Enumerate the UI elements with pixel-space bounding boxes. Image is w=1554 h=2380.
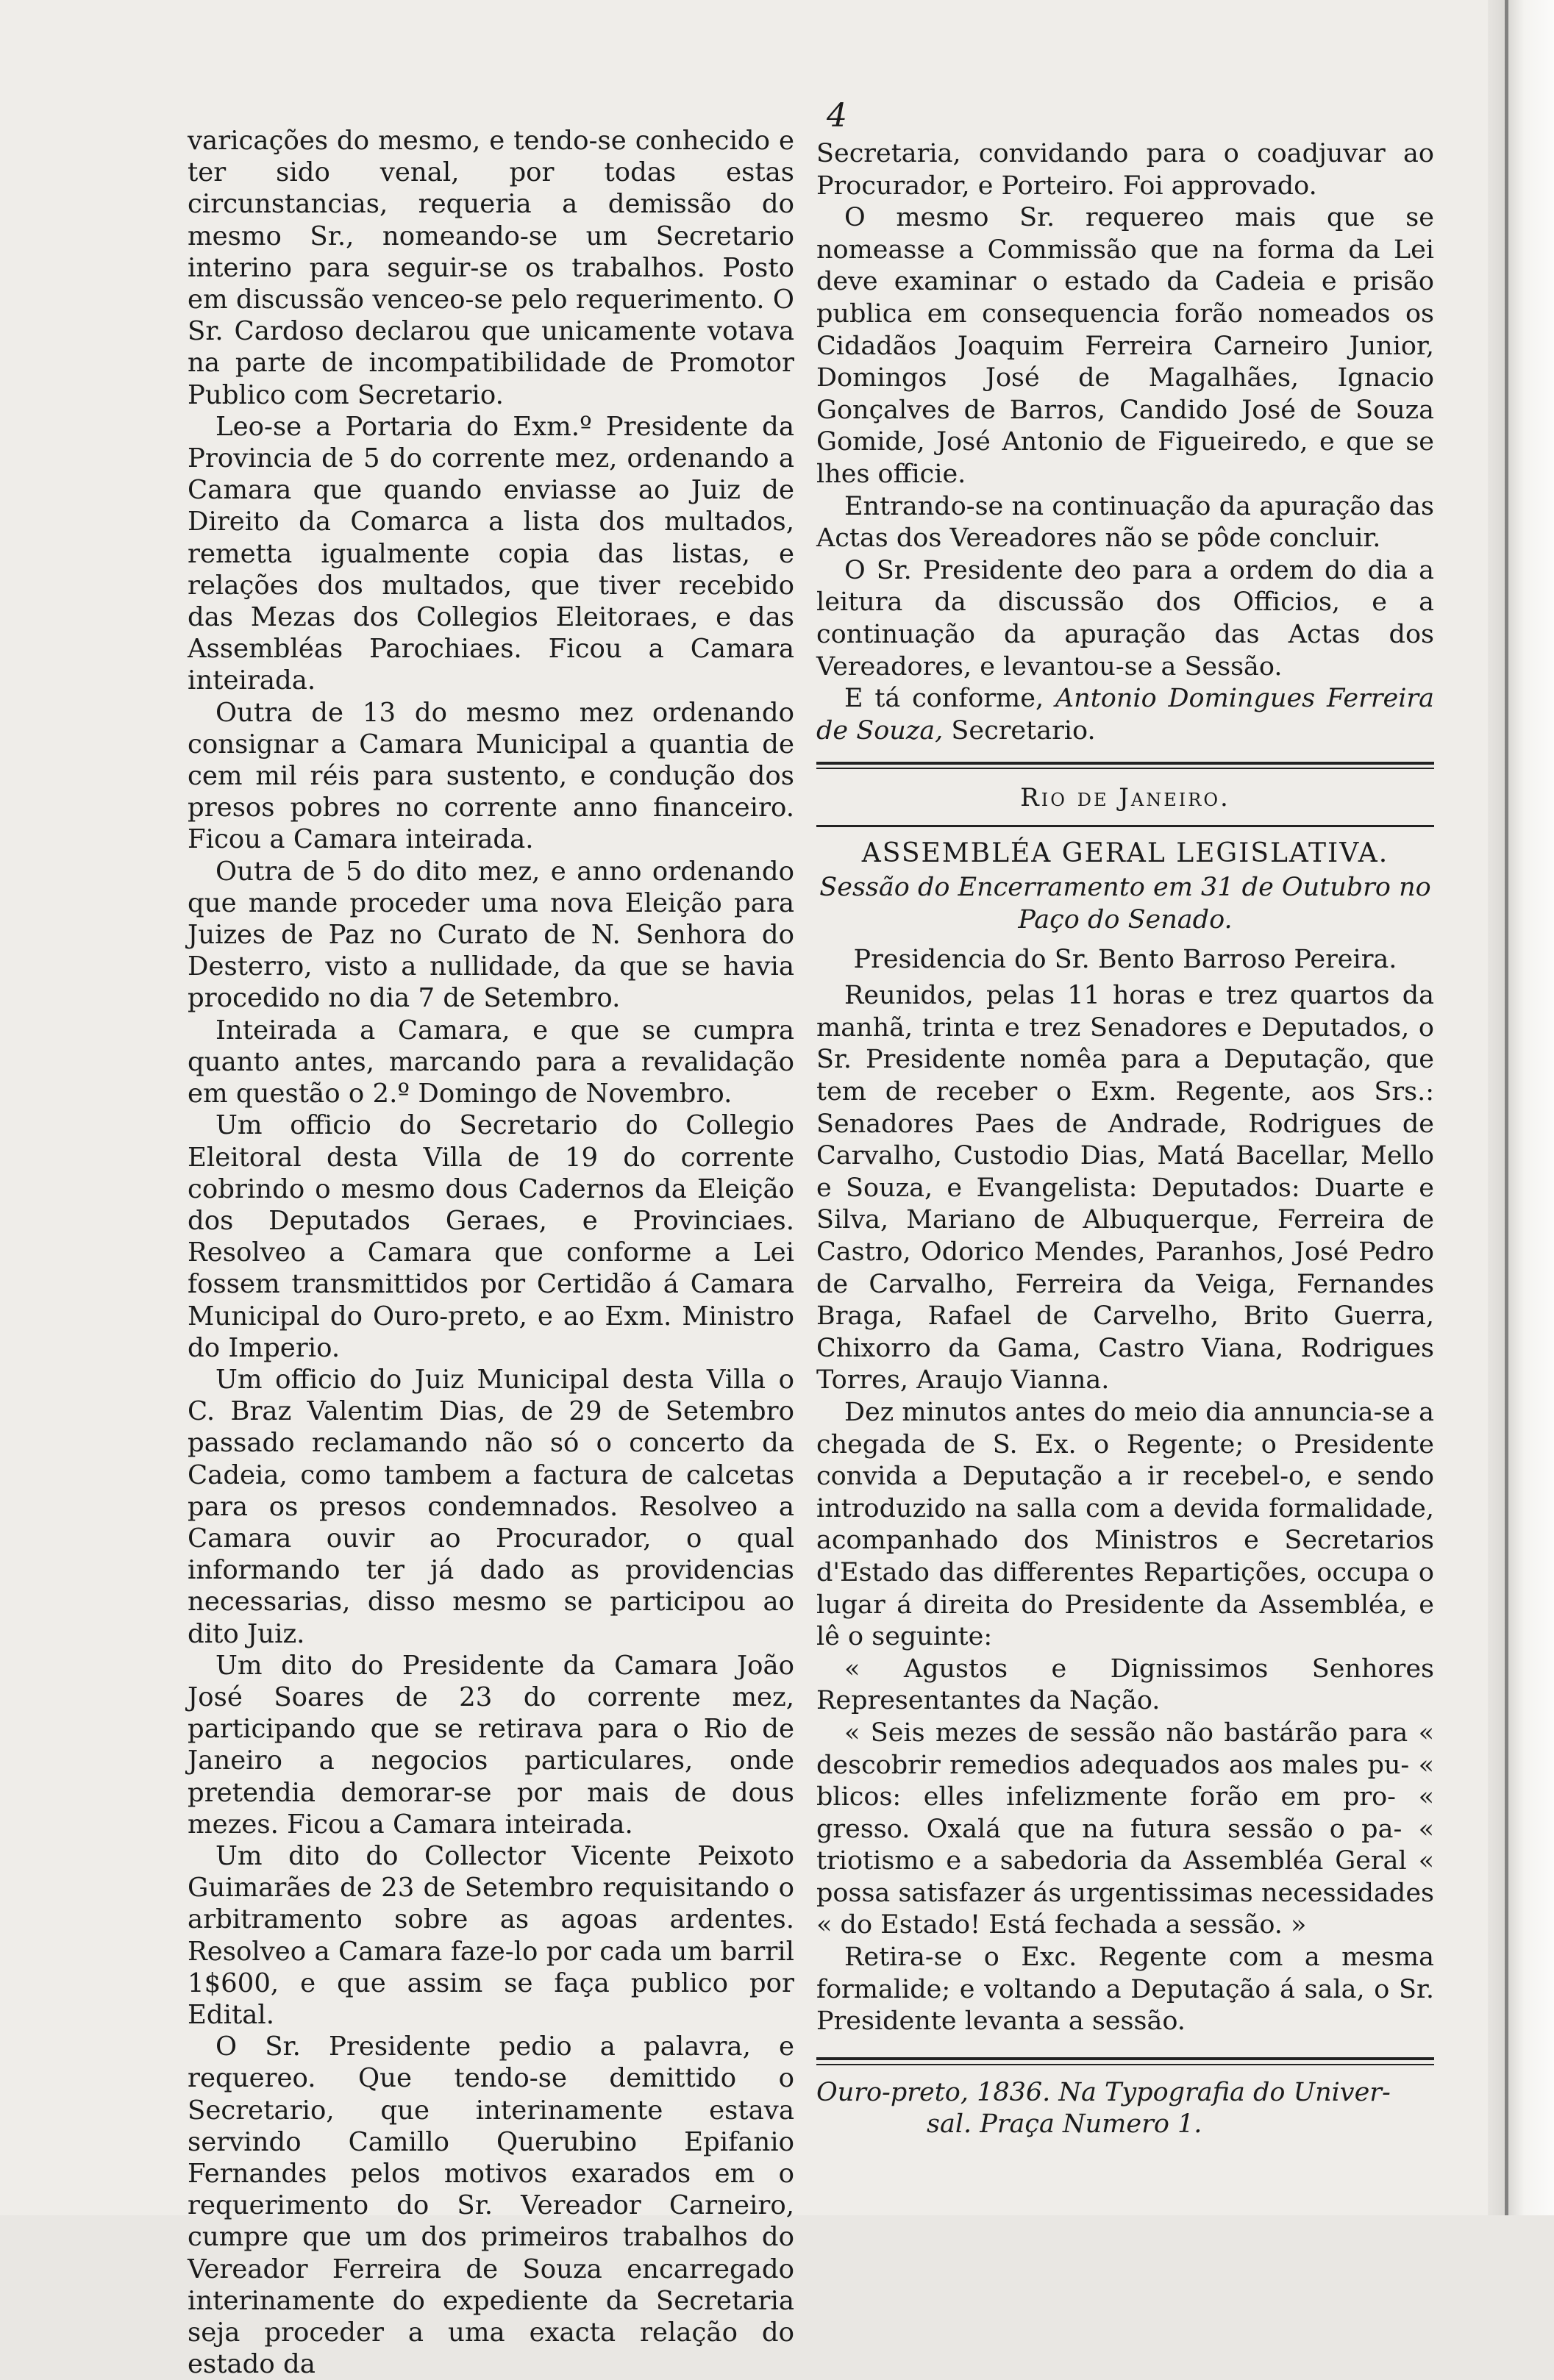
paragraph: Um dito do Collector Vicente Peixoto Guimarães de 23 de Setembro requisitando o arbitramento sobre as agoas ardentes. Resolveo a Camara faze-lo por cada um barril 1$600, e que assim se faça publico por Edital. <box>188 1840 794 2030</box>
paragraph: O mesmo Sr. requereo mais que se nomeasse a Commissão que na forma da Lei deve examinar o estado da Cadeia e prisão publica em consequencia forão nomeados os Cidadãos Joaquim Ferreira Carneiro Junior, Domingos José de Magalhães, Ignacio Gonçalves de Barros, Candido José de Souza Gomide, José Antonio de Figueiredo, e que se lhes officie. <box>816 203 1434 489</box>
paragraph: varicações do mesmo, e tendo-se conhecido e ter sido venal, por todas estas circunstancias, requeria a demissão do mesmo Sr., nomeando-se um Secretario interino para seguir-se os trabalhos. Posto em discussão venceo-se pelo requerimento. O Sr. Cardoso declarou que unicamente votava na parte de incompatibilidade de Promotor Publico com Secretario. <box>188 126 794 410</box>
paragraph: O Sr. Presidente deo para a ordem do dia a leitura da discussão dos Officios, e a continuação da apuração das Actas dos Vereadores, e levantou-se a Sessão. <box>816 555 1434 682</box>
paragraph: Outra de 13 do mesmo mez ordenando consignar a Camara Municipal a quantia de cem mil réis para sustento, e condução dos presos pobres no corrente anno financeiro. Ficou a Camara inteirada. <box>188 697 794 855</box>
paragraph: Um officio do Secretario do Collegio Eleitoral desta Villa de 19 do corrente cobrindo o mesmo dous Cadernos da Eleição dos Deputados Geraes, e Provinciaes. Resolveo a Camara que conforme a Lei fossem transmittidos por Certidão á Camara Municipal do Ouro-preto, e ao Exm. Ministro do Imperio. <box>188 1110 794 1363</box>
speech-heading: « Agustos e Dignissimos Senhores Representantes da Nação. <box>816 1654 1434 1716</box>
paragraph: Inteirada a Camara, e que se cumpra quanto antes, marcando para a revalidação em questão o 2.º Domingo de Novembro. <box>188 1015 794 1109</box>
assembly-title: ASSEMBLÉA GERAL LEGISLATIVA. <box>861 837 1389 868</box>
paragraph: O Sr. Presidente pedio a palavra, e requereo. Que tendo-se demittido o Secretario, que interinamente estava servindo Camillo Querubino Epifanio Fernandes pelos motivos exarados em o requerimento do Sr. Vereador Carneiro, cumpre que um dos primeiros trabalhos do Vereador Ferreira de Souza encarregado interinamente do expediente da Secretaria seja proceder a uma exacta relação do estado da <box>188 2031 794 2380</box>
footer-divider <box>816 2057 1434 2065</box>
paragraph: Um officio do Juiz Municipal desta Villa o C. Braz Valentim Dias, de 29 de Setembro passado reclamando não só o concerto da Cadeia, como tambem a factura de calcetas para os presos condemnados. Resolveo a Camara ouvir ao Procurador, o qual informando ter já dado as providencias necessarias, disso mesmo se participou ao dito Juiz. <box>188 1364 794 1649</box>
right-column <box>816 138 1434 2141</box>
page-edge-line <box>1505 0 1508 2215</box>
paragraph: Secretaria, convidando para o coadjuvar ao Procurador, e Porteiro. Foi approvado. <box>816 139 1434 201</box>
imprint-line: sal. Praça Numero 1. <box>927 2109 1202 2140</box>
session-title: Sessão do Encerramento em 31 de Outubro no Paço do Senado. <box>819 873 1431 935</box>
page-edge-shadow <box>1488 0 1554 2215</box>
paragraph: Outra de 5 do dito mez, e anno ordenando que mande proceder uma nova Eleição para Juizes de Paz no Curato de N. Senhora do Desterro, visto a nullidade, da que se havia procedido no dia 7 de Setembro. <box>188 856 794 1014</box>
paragraph: Entrando-se na continuação da apuração das Actas dos Vereadores não se pôde concluir. <box>816 491 1434 554</box>
section-divider <box>816 762 1434 769</box>
paragraph: Um dito do Presidente da Camara João José Soares de 23 do corrente mez, participando que se retirava para o Rio de Janeiro a negocios particulares, onde pretendia demorar-se por mais de dous mezes. Ficou a Camara inteirada. <box>188 1650 794 1840</box>
imprint <box>816 2077 1434 2141</box>
section-divider-thin <box>816 825 1434 827</box>
signature-prefix: E tá conforme, <box>844 684 1044 714</box>
paragraph: Reunidos, pelas 11 horas e trez quartos da manhã, trinta e trez Senadores e Deputados, o Sr. Presidente nomêa para a Deputação, que tem de receber o Exm. Regente, aos Srs.: Senadores Paes de Andrade, Rodrigues de Carvalho, Custodio Dias, Matá Bacellar, Mello e Souza, e Evangelista: Deputados: Duarte e Silva, Mariano de Albuquerque, Ferreira de Castro, Odorico Mendes, Paranhos, José Pedro de Carvalho, Ferreira da Veiga, Fernandes Braga, Rafael de Carvelho, Brito Guerra, Chixorro da Gama, Castro Viana, Rodrigues Torres, Araujo Vianna. <box>816 981 1434 1396</box>
paragraph: Leo-se a Portaria do Exm.º Presidente da Provincia de 5 do corrente mez, ordenando a Camara que quando enviasse ao Juiz de Direito da Comarca a lista dos multados, remetta igualmente copia das listas, e relações dos multados, que tiver recebido das Mezas dos Collegios Eleitoraes, e das Assembléas Parochiaes. Ficou a Camara inteirada. <box>188 411 794 696</box>
speech-text: « Seis mezes de sessão não bastárão para « descobrir remedios adequados aos males pu- « blicos: elles infelizmente forão em pro- « gresso. Oxalá que na futura sessão o pa- « triotismo e a sabedoria da Assembléa Geral « possa satisfazer ás urgentissimas necessidades « do Estado! Está fechada a sessão. » <box>816 1718 1434 1940</box>
signature-role: Secretario. <box>951 715 1096 746</box>
page-number: 4 <box>827 97 847 135</box>
signature-name: Antonio Domingues Ferreira de Souza, <box>816 684 1434 746</box>
left-column <box>188 125 794 2380</box>
signature-line <box>816 683 1434 747</box>
paragraph: Retira-se o Exc. Regente com a mesma formalide; e voltando a Deputação á sala, o Sr. Presidente levanta a sessão. <box>816 1943 1434 2037</box>
section-heading: Rio de Janeiro. <box>1020 783 1230 813</box>
paragraph: Dez minutos antes do meio dia annuncia-se a chegada de S. Ex. o Regente; o Presidente convida a Deputação a ir recebel-o, e sendo introduzido na salla com a devida formalidade, acompanhado dos Ministros e Secretarios d'Estado das differentes Repartições, occupa o lugar á direita do Presidente da Assembléa, e lê o seguinte: <box>816 1397 1434 1652</box>
imprint-line: Ouro-preto, 1836. Na Typografia do Univer- <box>816 2077 1391 2107</box>
presidency-line: Presidencia do Sr. Bento Barroso Pereira. <box>853 944 1397 974</box>
